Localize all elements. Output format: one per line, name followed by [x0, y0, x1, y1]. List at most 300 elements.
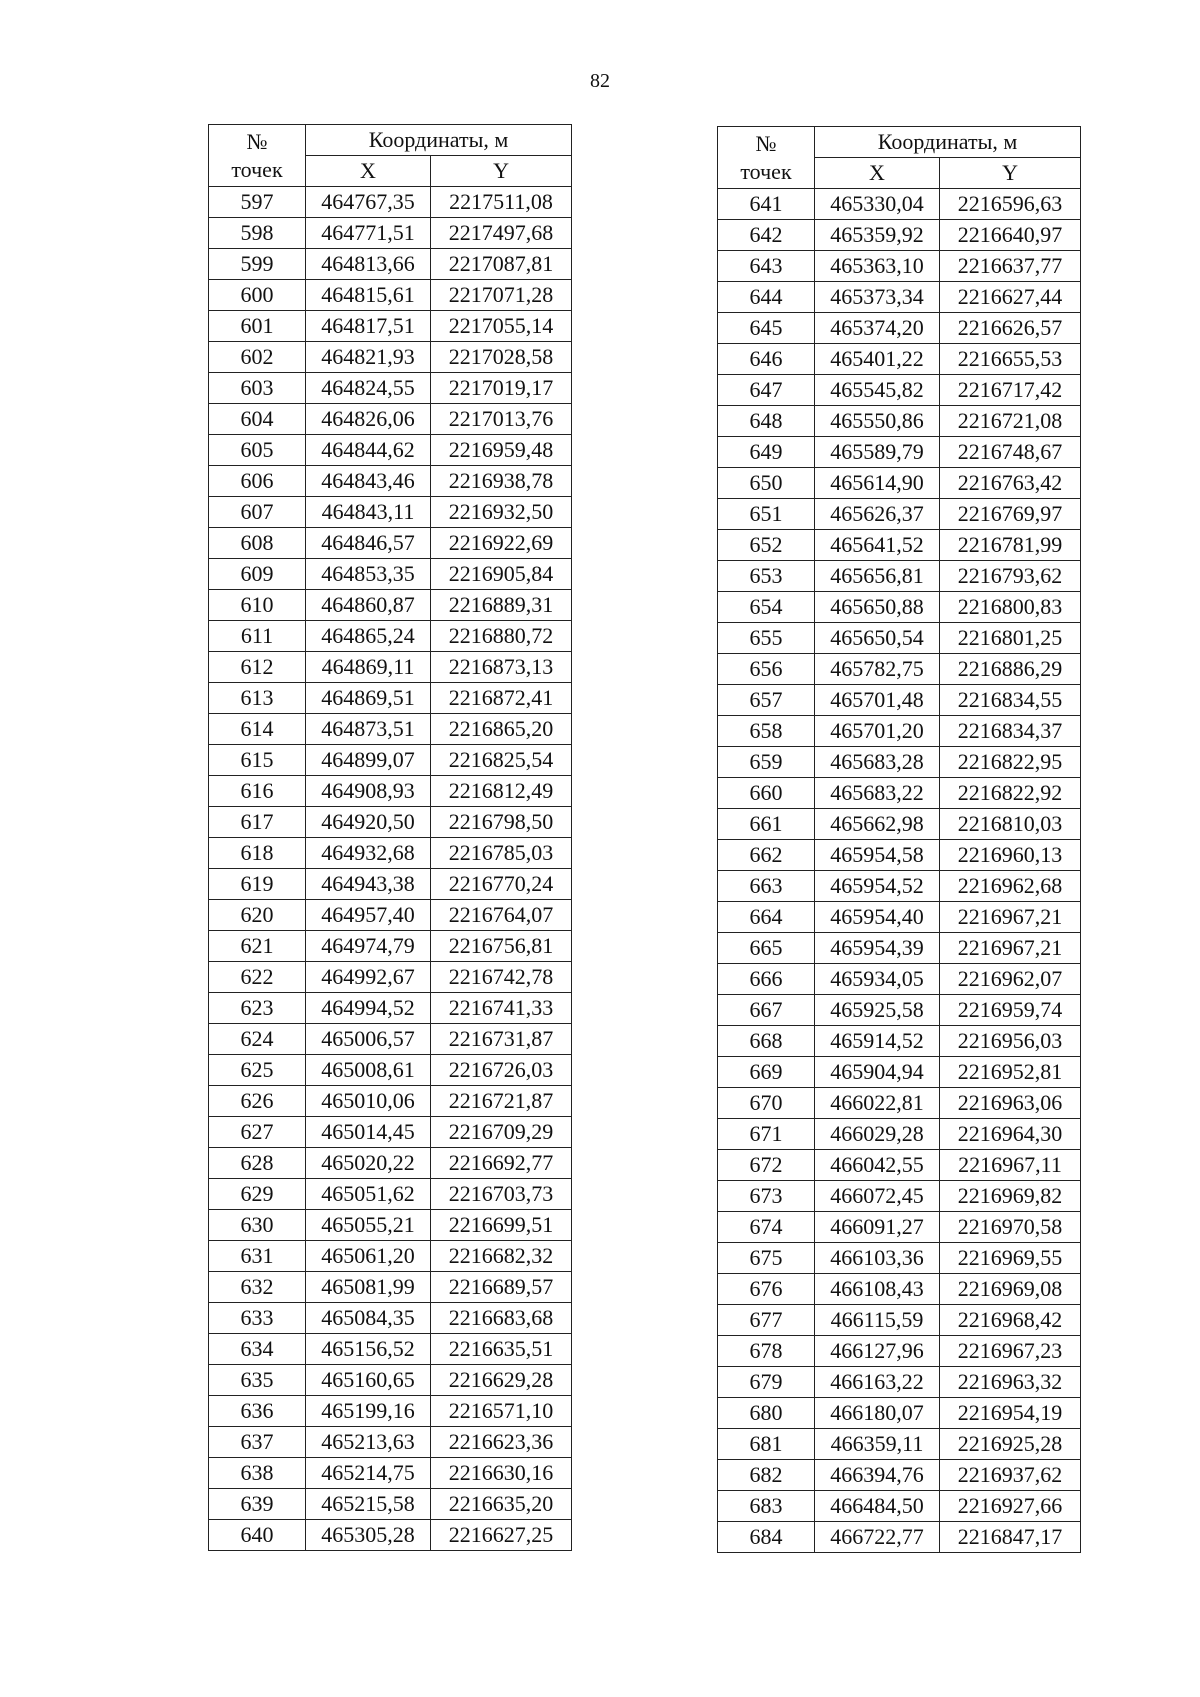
cell-y: 2216770,24: [431, 869, 572, 900]
table-row: [718, 995, 1081, 1026]
cell-point-number: 641: [718, 189, 815, 220]
table-row: [718, 1429, 1081, 1460]
cell-x: 464873,51: [306, 714, 431, 745]
table-row: [209, 1272, 572, 1303]
cell-x: 466042,55: [815, 1150, 940, 1181]
table-row: [718, 654, 1081, 685]
table-row: [718, 406, 1081, 437]
cell-point-number: 644: [718, 282, 815, 313]
table-row: [718, 1522, 1081, 1553]
cell-y: 2216822,92: [940, 778, 1081, 809]
table-row: [209, 683, 572, 714]
cell-x: 465701,20: [815, 716, 940, 747]
cell-point-number: 660: [718, 778, 815, 809]
cell-y: 2216810,03: [940, 809, 1081, 840]
header-num-symbol: №: [246, 128, 268, 154]
cell-y: 2216742,78: [431, 962, 572, 993]
cell-y: 2217087,81: [431, 249, 572, 280]
cell-point-number: 625: [209, 1055, 306, 1086]
cell-x: 464869,11: [306, 652, 431, 683]
cell-x: 465401,22: [815, 344, 940, 375]
table-row: [209, 621, 572, 652]
cell-point-number: 659: [718, 747, 815, 778]
cell-x: 465330,04: [815, 189, 940, 220]
cell-x: 464813,66: [306, 249, 431, 280]
cell-point-number: 632: [209, 1272, 306, 1303]
cell-x: 464826,06: [306, 404, 431, 435]
header-coordinates: Координаты, м: [815, 127, 1081, 158]
cell-x: 465662,98: [815, 809, 940, 840]
cell-y: 2216964,30: [940, 1119, 1081, 1150]
cell-y: 2216721,08: [940, 406, 1081, 437]
cell-y: 2216623,36: [431, 1427, 572, 1458]
cell-point-number: 663: [718, 871, 815, 902]
table-row: [718, 778, 1081, 809]
cell-point-number: 611: [209, 621, 306, 652]
cell-y: 2216962,07: [940, 964, 1081, 995]
table-row: [718, 1367, 1081, 1398]
cell-x: 466180,07: [815, 1398, 940, 1429]
cell-point-number: 675: [718, 1243, 815, 1274]
header-y: Y: [940, 158, 1081, 189]
cell-x: 464994,52: [306, 993, 431, 1024]
table-row: [718, 437, 1081, 468]
cell-x: 466108,43: [815, 1274, 940, 1305]
cell-x: 465081,99: [306, 1272, 431, 1303]
cell-y: 2216682,32: [431, 1241, 572, 1272]
table-row: [209, 342, 572, 373]
cell-point-number: 613: [209, 683, 306, 714]
cell-y: 2216764,07: [431, 900, 572, 931]
cell-x: 465954,52: [815, 871, 940, 902]
cell-point-number: 599: [209, 249, 306, 280]
cell-y: 2216756,81: [431, 931, 572, 962]
table-row: [718, 530, 1081, 561]
cell-x: 466359,11: [815, 1429, 940, 1460]
cell-y: 2216763,42: [940, 468, 1081, 499]
cell-point-number: 616: [209, 776, 306, 807]
table-row: [209, 931, 572, 962]
table-row: [718, 1274, 1081, 1305]
header-y: Y: [431, 156, 572, 187]
cell-y: 2216748,67: [940, 437, 1081, 468]
cell-y: 2216969,08: [940, 1274, 1081, 1305]
table-row: [718, 716, 1081, 747]
cell-y: 2216627,25: [431, 1520, 572, 1551]
cell-point-number: 682: [718, 1460, 815, 1491]
table-row: [209, 1334, 572, 1365]
cell-x: 465214,75: [306, 1458, 431, 1489]
table-row: [209, 497, 572, 528]
table-row: [718, 1088, 1081, 1119]
cell-point-number: 626: [209, 1086, 306, 1117]
table-row: [718, 747, 1081, 778]
cell-x: 465084,35: [306, 1303, 431, 1334]
table-row: [209, 869, 572, 900]
cell-point-number: 620: [209, 900, 306, 931]
cell-point-number: 619: [209, 869, 306, 900]
cell-x: 465954,58: [815, 840, 940, 871]
cell-x: 465683,28: [815, 747, 940, 778]
header-point-number: [209, 125, 306, 187]
cell-x: 466115,59: [815, 1305, 940, 1336]
table-row: [718, 1398, 1081, 1429]
table-row: [209, 1210, 572, 1241]
table-row: [718, 561, 1081, 592]
cell-point-number: 665: [718, 933, 815, 964]
cell-point-number: 683: [718, 1491, 815, 1522]
table-row: [718, 251, 1081, 282]
cell-y: 2216970,58: [940, 1212, 1081, 1243]
table-row: [209, 1179, 572, 1210]
header-x: X: [815, 158, 940, 189]
cell-point-number: 610: [209, 590, 306, 621]
cell-x: 465934,05: [815, 964, 940, 995]
cell-y: 2217511,08: [431, 187, 572, 218]
table-row: [209, 1241, 572, 1272]
cell-point-number: 600: [209, 280, 306, 311]
cell-x: 465904,94: [815, 1057, 940, 1088]
table-row: [718, 1491, 1081, 1522]
table-row: [209, 559, 572, 590]
cell-x: 464853,35: [306, 559, 431, 590]
table-row: [718, 1305, 1081, 1336]
cell-x: 465373,34: [815, 282, 940, 313]
cell-y: 2217055,14: [431, 311, 572, 342]
cell-point-number: 684: [718, 1522, 815, 1553]
cell-x: 466029,28: [815, 1119, 940, 1150]
cell-point-number: 648: [718, 406, 815, 437]
cell-point-number: 627: [209, 1117, 306, 1148]
cell-y: 2216769,97: [940, 499, 1081, 530]
table-row: [209, 466, 572, 497]
cell-point-number: 670: [718, 1088, 815, 1119]
cell-x: 466022,81: [815, 1088, 940, 1119]
table-row: [718, 1243, 1081, 1274]
cell-y: 2216699,51: [431, 1210, 572, 1241]
table-row: [718, 685, 1081, 716]
table-row: [209, 1427, 572, 1458]
header-num-symbol: №: [755, 130, 777, 156]
table-row: [209, 404, 572, 435]
table-body-right: [718, 189, 1081, 1553]
cell-point-number: 676: [718, 1274, 815, 1305]
cell-x: 466722,77: [815, 1522, 940, 1553]
header-x: X: [306, 156, 431, 187]
cell-point-number: 607: [209, 497, 306, 528]
cell-point-number: 598: [209, 218, 306, 249]
table-body-left: [209, 187, 572, 1551]
cell-y: 2216938,78: [431, 466, 572, 497]
table-row: [209, 1489, 572, 1520]
cell-x: 465305,28: [306, 1520, 431, 1551]
cell-y: 2216889,31: [431, 590, 572, 621]
table-row: [209, 435, 572, 466]
cell-x: 465550,86: [815, 406, 940, 437]
cell-point-number: 604: [209, 404, 306, 435]
table-row: [209, 652, 572, 683]
cell-y: 2216703,73: [431, 1179, 572, 1210]
cell-y: 2216798,50: [431, 807, 572, 838]
table-row: [718, 840, 1081, 871]
table-row: [209, 280, 572, 311]
cell-point-number: 622: [209, 962, 306, 993]
table-row: [718, 933, 1081, 964]
table-row: [209, 1148, 572, 1179]
cell-y: 2216969,82: [940, 1181, 1081, 1212]
cell-y: 2216726,03: [431, 1055, 572, 1086]
cell-x: 465055,21: [306, 1210, 431, 1241]
cell-point-number: 633: [209, 1303, 306, 1334]
cell-x: 464974,79: [306, 931, 431, 962]
cell-x: 465683,22: [815, 778, 940, 809]
cell-y: 2216834,55: [940, 685, 1081, 716]
cell-x: 465215,58: [306, 1489, 431, 1520]
cell-y: 2216927,66: [940, 1491, 1081, 1522]
cell-x: 466072,45: [815, 1181, 940, 1212]
cell-point-number: 618: [209, 838, 306, 869]
table-row: [209, 1458, 572, 1489]
cell-point-number: 621: [209, 931, 306, 962]
cell-x: 466163,22: [815, 1367, 940, 1398]
table-row: [209, 1024, 572, 1055]
cell-point-number: 614: [209, 714, 306, 745]
cell-point-number: 608: [209, 528, 306, 559]
table-row: [718, 189, 1081, 220]
cell-y: 2216847,17: [940, 1522, 1081, 1553]
table-row: [209, 1117, 572, 1148]
cell-point-number: 647: [718, 375, 815, 406]
cell-x: 464821,93: [306, 342, 431, 373]
cell-x: 465374,20: [815, 313, 940, 344]
cell-x: 464824,55: [306, 373, 431, 404]
table-row: [718, 313, 1081, 344]
cell-point-number: 612: [209, 652, 306, 683]
cell-x: 465213,63: [306, 1427, 431, 1458]
cell-x: 465160,65: [306, 1365, 431, 1396]
cell-point-number: 601: [209, 311, 306, 342]
cell-point-number: 642: [718, 220, 815, 251]
cell-point-number: 671: [718, 1119, 815, 1150]
cell-y: 2216967,23: [940, 1336, 1081, 1367]
cell-x: 464815,61: [306, 280, 431, 311]
cell-x: 464869,51: [306, 683, 431, 714]
cell-y: 2216785,03: [431, 838, 572, 869]
cell-point-number: 623: [209, 993, 306, 1024]
cell-y: 2216635,20: [431, 1489, 572, 1520]
cell-x: 465363,10: [815, 251, 940, 282]
table-row: [209, 1303, 572, 1334]
table-row: [209, 590, 572, 621]
cell-x: 464899,07: [306, 745, 431, 776]
cell-point-number: 681: [718, 1429, 815, 1460]
cell-y: 2217019,17: [431, 373, 572, 404]
cell-y: 2216655,53: [940, 344, 1081, 375]
cell-x: 464920,50: [306, 807, 431, 838]
cell-x: 466127,96: [815, 1336, 940, 1367]
table-row: [718, 220, 1081, 251]
cell-y: 2216967,21: [940, 902, 1081, 933]
table-row: [718, 1026, 1081, 1057]
cell-y: 2216968,42: [940, 1305, 1081, 1336]
table-row: [718, 499, 1081, 530]
cell-point-number: 649: [718, 437, 815, 468]
cell-y: 2216800,83: [940, 592, 1081, 623]
cell-y: 2216865,20: [431, 714, 572, 745]
header-points-label: точек: [231, 156, 283, 182]
table-row: [209, 1055, 572, 1086]
table-row: [209, 1086, 572, 1117]
cell-x: 464932,68: [306, 838, 431, 869]
cell-x: 464957,40: [306, 900, 431, 931]
cell-y: 2216873,13: [431, 652, 572, 683]
cell-x: 465199,16: [306, 1396, 431, 1427]
table-row: [718, 871, 1081, 902]
table-row: [718, 1181, 1081, 1212]
cell-x: 465156,52: [306, 1334, 431, 1365]
table-row: [718, 344, 1081, 375]
table-row: [209, 1365, 572, 1396]
cell-point-number: 664: [718, 902, 815, 933]
cell-point-number: 603: [209, 373, 306, 404]
cell-point-number: 615: [209, 745, 306, 776]
cell-point-number: 655: [718, 623, 815, 654]
cell-point-number: 669: [718, 1057, 815, 1088]
cell-x: 464846,57: [306, 528, 431, 559]
table-row: [718, 1150, 1081, 1181]
coordinates-table-left: [208, 124, 572, 1551]
cell-x: 465656,81: [815, 561, 940, 592]
cell-point-number: 646: [718, 344, 815, 375]
cell-y: 2216925,28: [940, 1429, 1081, 1460]
cell-x: 464844,62: [306, 435, 431, 466]
cell-point-number: 658: [718, 716, 815, 747]
cell-point-number: 662: [718, 840, 815, 871]
cell-x: 464943,38: [306, 869, 431, 900]
cell-y: 2216834,37: [940, 716, 1081, 747]
table-row: [209, 1520, 572, 1551]
cell-x: 464992,67: [306, 962, 431, 993]
cell-x: 465359,92: [815, 220, 940, 251]
cell-y: 2216952,81: [940, 1057, 1081, 1088]
cell-y: 2216880,72: [431, 621, 572, 652]
cell-x: 464860,87: [306, 590, 431, 621]
table-row: [718, 282, 1081, 313]
cell-y: 2217497,68: [431, 218, 572, 249]
table-row: [209, 900, 572, 931]
cell-x: 465545,82: [815, 375, 940, 406]
cell-y: 2216692,77: [431, 1148, 572, 1179]
table-row: [718, 1336, 1081, 1367]
cell-point-number: 628: [209, 1148, 306, 1179]
cell-x: 464843,46: [306, 466, 431, 497]
cell-point-number: 653: [718, 561, 815, 592]
cell-x: 465641,52: [815, 530, 940, 561]
cell-y: 2216967,21: [940, 933, 1081, 964]
cell-point-number: 605: [209, 435, 306, 466]
cell-point-number: 624: [209, 1024, 306, 1055]
cell-x: 464771,51: [306, 218, 431, 249]
header-point-number: [718, 127, 815, 189]
table-row: [718, 468, 1081, 499]
cell-point-number: 656: [718, 654, 815, 685]
cell-y: 2216781,99: [940, 530, 1081, 561]
table-row: [718, 623, 1081, 654]
cell-y: 2216717,42: [940, 375, 1081, 406]
cell-x: 465650,54: [815, 623, 940, 654]
table-row: [718, 1460, 1081, 1491]
cell-point-number: 635: [209, 1365, 306, 1396]
cell-x: 466484,50: [815, 1491, 940, 1522]
cell-point-number: 678: [718, 1336, 815, 1367]
cell-point-number: 636: [209, 1396, 306, 1427]
table-row: [718, 1057, 1081, 1088]
cell-point-number: 609: [209, 559, 306, 590]
cell-y: 2216635,51: [431, 1334, 572, 1365]
cell-y: 2216571,10: [431, 1396, 572, 1427]
table-row: [209, 187, 572, 218]
cell-y: 2216905,84: [431, 559, 572, 590]
cell-x: 465008,61: [306, 1055, 431, 1086]
cell-x: 465914,52: [815, 1026, 940, 1057]
cell-y: 2216822,95: [940, 747, 1081, 778]
cell-y: 2216959,48: [431, 435, 572, 466]
table-row: [209, 993, 572, 1024]
cell-y: 2216969,55: [940, 1243, 1081, 1274]
cell-y: 2216954,19: [940, 1398, 1081, 1429]
cell-y: 2216801,25: [940, 623, 1081, 654]
cell-point-number: 680: [718, 1398, 815, 1429]
cell-x: 466103,36: [815, 1243, 940, 1274]
cell-x: 465010,06: [306, 1086, 431, 1117]
cell-y: 2216872,41: [431, 683, 572, 714]
cell-y: 2216962,68: [940, 871, 1081, 902]
cell-y: 2217028,58: [431, 342, 572, 373]
cell-point-number: 631: [209, 1241, 306, 1272]
cell-y: 2216629,28: [431, 1365, 572, 1396]
table-row: [209, 745, 572, 776]
table-row: [209, 838, 572, 869]
cell-y: 2216626,57: [940, 313, 1081, 344]
table-row: [209, 962, 572, 993]
cell-point-number: 637: [209, 1427, 306, 1458]
cell-x: 465020,22: [306, 1148, 431, 1179]
table-row: [209, 776, 572, 807]
cell-y: 2216922,69: [431, 528, 572, 559]
cell-point-number: 639: [209, 1489, 306, 1520]
cell-x: 464767,35: [306, 187, 431, 218]
cell-y: 2216630,16: [431, 1458, 572, 1489]
cell-y: 2216963,06: [940, 1088, 1081, 1119]
table-row: [718, 1212, 1081, 1243]
cell-y: 2216937,62: [940, 1460, 1081, 1491]
cell-point-number: 652: [718, 530, 815, 561]
cell-y: 2216932,50: [431, 497, 572, 528]
cell-point-number: 643: [718, 251, 815, 282]
cell-x: 465589,79: [815, 437, 940, 468]
cell-y: 2216637,77: [940, 251, 1081, 282]
cell-y: 2216709,29: [431, 1117, 572, 1148]
coordinates-table-right: [717, 126, 1081, 1553]
cell-x: 465954,40: [815, 902, 940, 933]
cell-x: 465014,45: [306, 1117, 431, 1148]
cell-x: 465061,20: [306, 1241, 431, 1272]
cell-point-number: 673: [718, 1181, 815, 1212]
cell-x: 464908,93: [306, 776, 431, 807]
header-points-label: точек: [740, 158, 792, 184]
page-number: 82: [590, 70, 610, 92]
cell-point-number: 668: [718, 1026, 815, 1057]
